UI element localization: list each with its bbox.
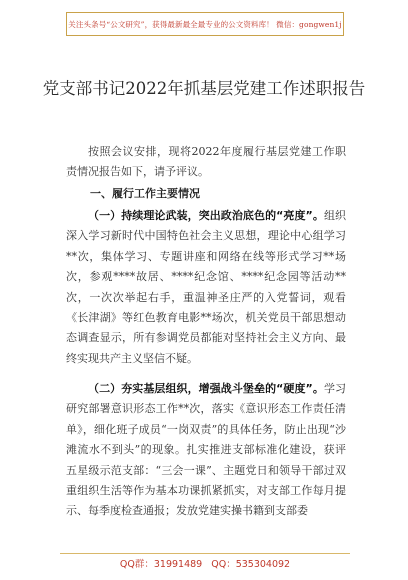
footer-divider	[60, 553, 350, 554]
document-title: 党支部书记2022年抓基层党建工作述职报告	[42, 79, 366, 98]
promo-banner: 关注头条号“公文研究”，获得最新最全最专业的公文资料库！ 微信：gongwen1j	[66, 12, 344, 36]
paragraph-1	[66, 206, 346, 369]
paragraph-2	[66, 379, 346, 522]
intro-paragraph: 按照会议安排，现将2022年度履行基层党建工作职责情况报告如下，请予评议。	[66, 145, 346, 179]
footer-contact: QQ群：31991489 QQ：535304092	[119, 559, 291, 570]
paragraph-1-lead: （一）持续理论武装，突出政治底色的“亮度”。	[88, 209, 324, 222]
paragraph-2-lead: （二）夯实基层组织，增强战斗堡垒的“硬度”。	[88, 382, 324, 395]
paragraph-2-text: 学习研究部署意识形态工作**次，落实《意识形态工作责任清单》，细化班子成员“一岗双责”的具体任务，防止出现“沙滩流水不到头”的现象。扎实推进支部标准化建设，获评五星级示范支部：“三会一课”、主题党日和领导干部过双重组织生活等作为基本功课抓紧抓实，对支部工作每月提示、每季度检查通报；发放党建实操书籍到支部委	[66, 382, 347, 518]
paragraph-1-text: 组织深入学习新时代中国特色社会主义思想，理论中心组学习**次，集体学习、专题讲座和网络在线等形式学习**场次，参观****故居、****纪念馆、****纪念园等活动**次，一次次举起右手，重温神圣庄严的入党誓词，观看《长津湖》等红色教育电影**场次，机关党员干部思想动态调查显示，所有参调党员都能对坚持社会主义方向、最终实现共产主义坚信不疑。	[66, 209, 347, 365]
section-heading: 一、履行工作主要情况	[90, 187, 200, 200]
